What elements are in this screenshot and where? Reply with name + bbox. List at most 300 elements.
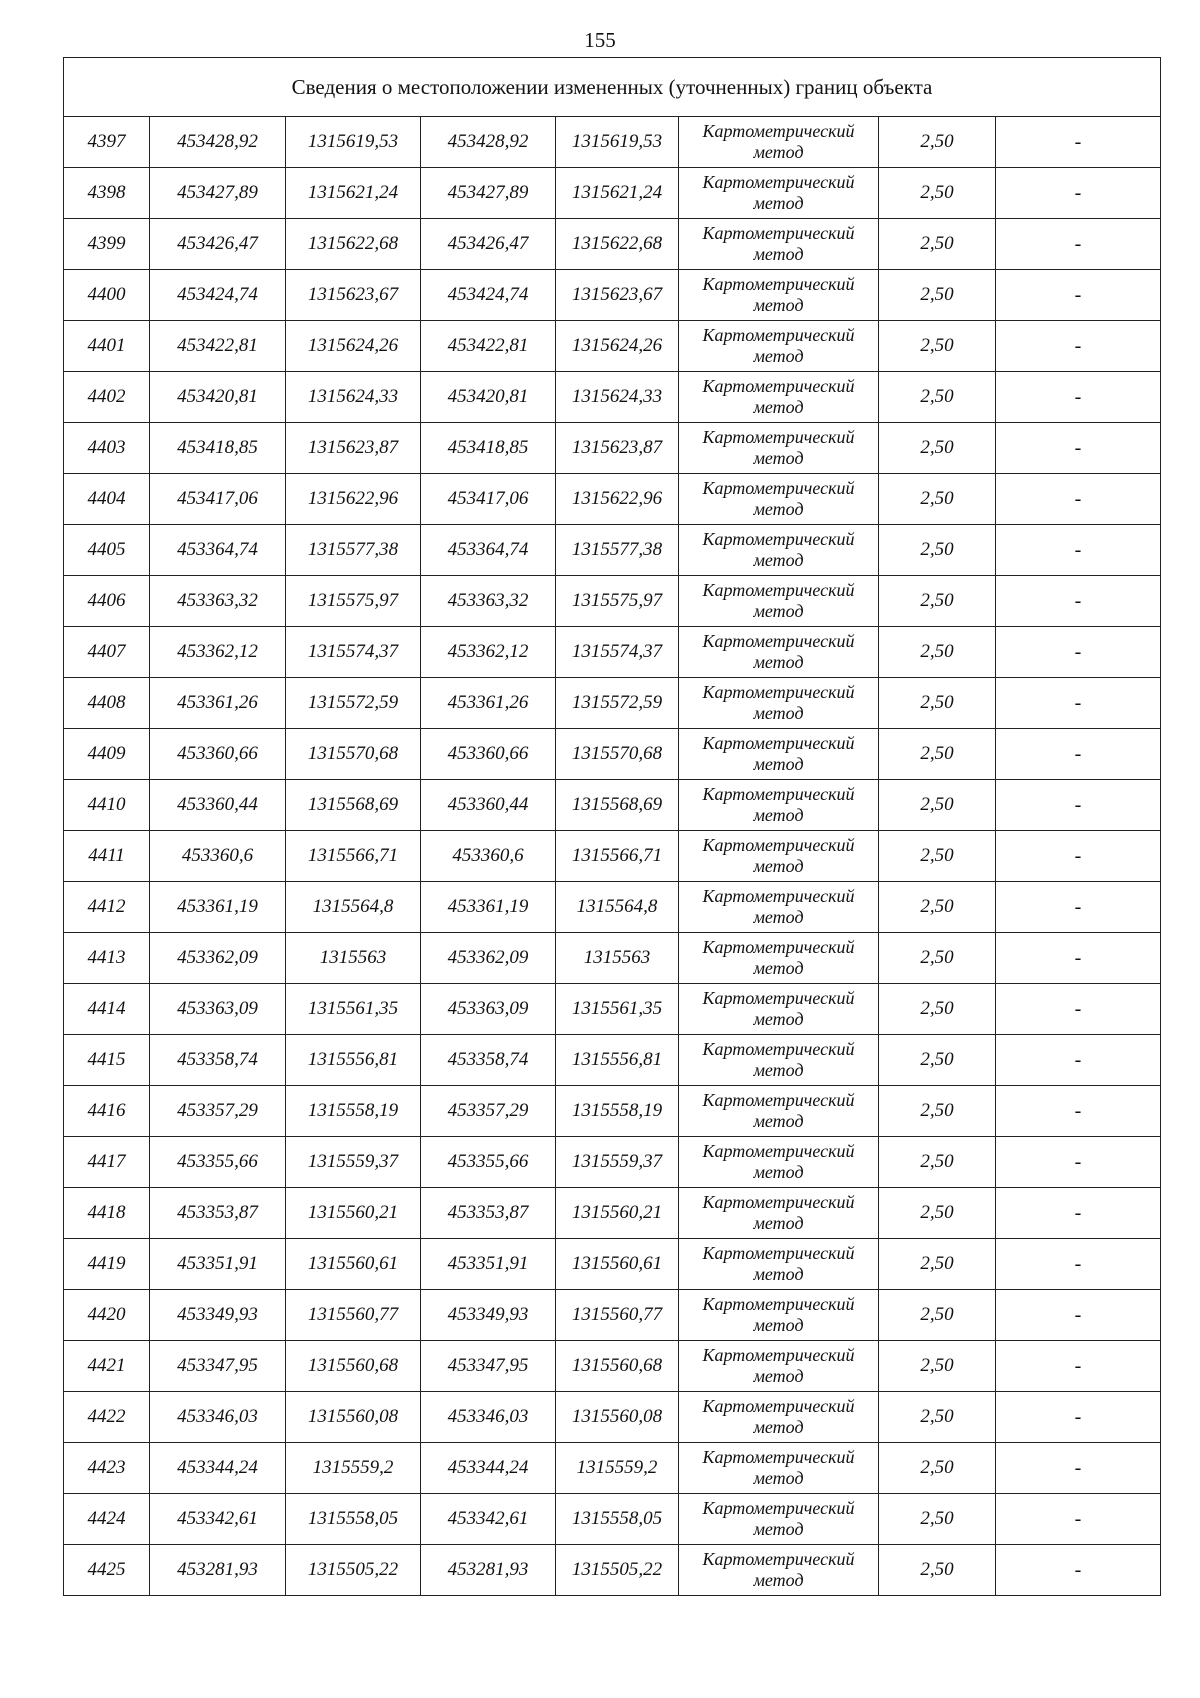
table-row: [64, 1443, 1161, 1494]
table-row: [64, 117, 1161, 168]
method-cell: [679, 372, 879, 423]
y-old-cell: 1315570,68: [286, 729, 421, 780]
x-old-cell: 453362,12: [150, 627, 286, 678]
method-line-2: метод: [753, 1111, 804, 1131]
table-row: [64, 1137, 1161, 1188]
note-cell: -: [996, 1035, 1161, 1086]
note-cell: -: [996, 678, 1161, 729]
y-old-cell: 1315568,69: [286, 780, 421, 831]
table-row: [64, 270, 1161, 321]
method-cell: [679, 270, 879, 321]
x-old-cell: 453428,92: [150, 117, 286, 168]
method-line-1: Картометрический: [702, 274, 855, 294]
note-cell: -: [996, 1341, 1161, 1392]
y-new-cell: 1315560,77: [556, 1290, 679, 1341]
method-line-1: Картометрический: [702, 172, 855, 192]
y-new-cell: 1315568,69: [556, 780, 679, 831]
y-new-cell: 1315558,05: [556, 1494, 679, 1545]
x-new-cell: 453360,6: [421, 831, 556, 882]
x-new-cell: 453357,29: [421, 1086, 556, 1137]
table-row: [64, 1494, 1161, 1545]
y-new-cell: 1315559,2: [556, 1443, 679, 1494]
method-line-2: метод: [753, 397, 804, 417]
x-new-cell: 453363,32: [421, 576, 556, 627]
method-line-1: Картометрический: [702, 835, 855, 855]
accuracy-cell: 2,50: [879, 168, 996, 219]
accuracy-cell: 2,50: [879, 474, 996, 525]
note-cell: -: [996, 423, 1161, 474]
method-line-1: Картометрический: [702, 1243, 855, 1263]
method-line-1: Картометрический: [702, 784, 855, 804]
method-cell: [679, 1494, 879, 1545]
table-row: [64, 1341, 1161, 1392]
accuracy-cell: 2,50: [879, 627, 996, 678]
accuracy-cell: 2,50: [879, 372, 996, 423]
point-number-cell: 4412: [64, 882, 150, 933]
y-old-cell: 1315560,68: [286, 1341, 421, 1392]
table-row: [64, 168, 1161, 219]
y-new-cell: 1315560,61: [556, 1239, 679, 1290]
x-old-cell: 453418,85: [150, 423, 286, 474]
point-number-cell: 4408: [64, 678, 150, 729]
y-new-cell: 1315563: [556, 933, 679, 984]
method-line-1: Картометрический: [702, 580, 855, 600]
x-old-cell: 453357,29: [150, 1086, 286, 1137]
note-cell: -: [996, 1086, 1161, 1137]
y-old-cell: 1315621,24: [286, 168, 421, 219]
accuracy-cell: 2,50: [879, 678, 996, 729]
method-cell: [679, 729, 879, 780]
y-old-cell: 1315559,37: [286, 1137, 421, 1188]
method-cell: [679, 1392, 879, 1443]
accuracy-cell: 2,50: [879, 1392, 996, 1443]
method-cell: [679, 780, 879, 831]
x-old-cell: 453358,74: [150, 1035, 286, 1086]
x-new-cell: 453346,03: [421, 1392, 556, 1443]
method-cell: [679, 1035, 879, 1086]
method-line-1: Картометрический: [702, 1396, 855, 1416]
page-number: 155: [584, 28, 616, 52]
x-new-cell: 453417,06: [421, 474, 556, 525]
method-line-2: метод: [753, 244, 804, 264]
note-cell: -: [996, 1494, 1161, 1545]
point-number-cell: 4399: [64, 219, 150, 270]
note-cell: -: [996, 321, 1161, 372]
x-new-cell: 453428,92: [421, 117, 556, 168]
accuracy-cell: 2,50: [879, 219, 996, 270]
x-new-cell: 453426,47: [421, 219, 556, 270]
x-old-cell: 453281,93: [150, 1545, 286, 1596]
accuracy-cell: 2,50: [879, 882, 996, 933]
x-new-cell: 453427,89: [421, 168, 556, 219]
point-number-cell: 4410: [64, 780, 150, 831]
table-row: [64, 1545, 1161, 1596]
x-old-cell: 453361,19: [150, 882, 286, 933]
method-line-2: метод: [753, 550, 804, 570]
y-new-cell: 1315622,96: [556, 474, 679, 525]
method-line-1: Картометрический: [702, 988, 855, 1008]
method-cell: [679, 1341, 879, 1392]
method-line-1: Картометрический: [702, 376, 855, 396]
y-old-cell: 1315624,26: [286, 321, 421, 372]
y-old-cell: 1315624,33: [286, 372, 421, 423]
accuracy-cell: 2,50: [879, 321, 996, 372]
y-new-cell: 1315575,97: [556, 576, 679, 627]
y-old-cell: 1315564,8: [286, 882, 421, 933]
method-cell: [679, 1239, 879, 1290]
table-row: [64, 321, 1161, 372]
method-line-1: Картометрический: [702, 1090, 855, 1110]
method-line-2: метод: [753, 193, 804, 213]
method-line-1: Картометрический: [702, 682, 855, 702]
note-cell: -: [996, 627, 1161, 678]
method-line-2: метод: [753, 1417, 804, 1437]
point-number-cell: 4418: [64, 1188, 150, 1239]
table-row: [64, 933, 1161, 984]
y-old-cell: 1315622,96: [286, 474, 421, 525]
table-row: [64, 882, 1161, 933]
method-line-2: метод: [753, 1366, 804, 1386]
table-row: [64, 984, 1161, 1035]
y-new-cell: 1315619,53: [556, 117, 679, 168]
note-cell: -: [996, 1392, 1161, 1443]
accuracy-cell: 2,50: [879, 1239, 996, 1290]
point-number-cell: 4402: [64, 372, 150, 423]
method-line-1: Картометрический: [702, 427, 855, 447]
x-old-cell: 453364,74: [150, 525, 286, 576]
x-new-cell: 453349,93: [421, 1290, 556, 1341]
point-number-cell: 4401: [64, 321, 150, 372]
method-line-2: метод: [753, 601, 804, 621]
x-new-cell: 453420,81: [421, 372, 556, 423]
method-line-1: Картометрический: [702, 1447, 855, 1467]
y-old-cell: 1315560,61: [286, 1239, 421, 1290]
method-line-1: Картометрический: [702, 937, 855, 957]
note-cell: -: [996, 117, 1161, 168]
method-line-1: Картометрический: [702, 1039, 855, 1059]
note-cell: -: [996, 1188, 1161, 1239]
method-cell: [679, 168, 879, 219]
x-new-cell: 453362,09: [421, 933, 556, 984]
method-line-2: метод: [753, 805, 804, 825]
accuracy-cell: 2,50: [879, 1443, 996, 1494]
method-cell: [679, 1137, 879, 1188]
point-number-cell: 4406: [64, 576, 150, 627]
y-old-cell: 1315623,87: [286, 423, 421, 474]
x-old-cell: 453420,81: [150, 372, 286, 423]
note-cell: -: [996, 933, 1161, 984]
method-line-1: Картометрический: [702, 733, 855, 753]
y-new-cell: 1315577,38: [556, 525, 679, 576]
method-line-1: Картометрический: [702, 121, 855, 141]
point-number-cell: 4417: [64, 1137, 150, 1188]
x-old-cell: 453353,87: [150, 1188, 286, 1239]
method-line-2: метод: [753, 754, 804, 774]
method-line-1: Картометрический: [702, 1141, 855, 1161]
x-new-cell: 453342,61: [421, 1494, 556, 1545]
point-number-cell: 4422: [64, 1392, 150, 1443]
table-title-row: [64, 58, 1161, 117]
accuracy-cell: 2,50: [879, 270, 996, 321]
method-cell: [679, 117, 879, 168]
accuracy-cell: 2,50: [879, 1086, 996, 1137]
note-cell: -: [996, 372, 1161, 423]
x-new-cell: 453424,74: [421, 270, 556, 321]
y-new-cell: 1315624,33: [556, 372, 679, 423]
x-new-cell: 453358,74: [421, 1035, 556, 1086]
table-row: [64, 729, 1161, 780]
point-number-cell: 4421: [64, 1341, 150, 1392]
y-old-cell: 1315559,2: [286, 1443, 421, 1494]
y-old-cell: 1315574,37: [286, 627, 421, 678]
y-new-cell: 1315574,37: [556, 627, 679, 678]
y-new-cell: 1315572,59: [556, 678, 679, 729]
x-new-cell: 453360,44: [421, 780, 556, 831]
accuracy-cell: 2,50: [879, 933, 996, 984]
point-number-cell: 4404: [64, 474, 150, 525]
x-old-cell: 453355,66: [150, 1137, 286, 1188]
table-title: Сведения о местоположении измененных (уточненных) границ объекта: [64, 58, 1161, 117]
point-number-cell: 4397: [64, 117, 150, 168]
x-new-cell: 453362,12: [421, 627, 556, 678]
note-cell: -: [996, 168, 1161, 219]
point-number-cell: 4398: [64, 168, 150, 219]
y-new-cell: 1315622,68: [556, 219, 679, 270]
method-cell: [679, 321, 879, 372]
point-number-cell: 4405: [64, 525, 150, 576]
table-row: [64, 423, 1161, 474]
table-row: [64, 372, 1161, 423]
note-cell: -: [996, 1239, 1161, 1290]
note-cell: -: [996, 1545, 1161, 1596]
y-old-cell: 1315560,08: [286, 1392, 421, 1443]
x-new-cell: 453360,66: [421, 729, 556, 780]
note-cell: -: [996, 984, 1161, 1035]
x-old-cell: 453424,74: [150, 270, 286, 321]
accuracy-cell: 2,50: [879, 1290, 996, 1341]
table-row: [64, 1188, 1161, 1239]
accuracy-cell: 2,50: [879, 1188, 996, 1239]
method-line-1: Картометрический: [702, 1192, 855, 1212]
note-cell: -: [996, 270, 1161, 321]
note-cell: -: [996, 1290, 1161, 1341]
x-new-cell: 453361,19: [421, 882, 556, 933]
method-line-2: метод: [753, 1060, 804, 1080]
accuracy-cell: 2,50: [879, 1137, 996, 1188]
method-line-2: метод: [753, 1162, 804, 1182]
y-old-cell: 1315577,38: [286, 525, 421, 576]
table-row: [64, 780, 1161, 831]
method-cell: [679, 474, 879, 525]
method-line-1: Картометрический: [702, 325, 855, 345]
accuracy-cell: 2,50: [879, 831, 996, 882]
accuracy-cell: 2,50: [879, 1341, 996, 1392]
point-number-cell: 4420: [64, 1290, 150, 1341]
method-cell: [679, 1545, 879, 1596]
note-cell: -: [996, 219, 1161, 270]
y-old-cell: 1315556,81: [286, 1035, 421, 1086]
method-line-2: метод: [753, 1009, 804, 1029]
point-number-cell: 4424: [64, 1494, 150, 1545]
point-number-cell: 4411: [64, 831, 150, 882]
table-row: [64, 627, 1161, 678]
method-cell: [679, 525, 879, 576]
y-old-cell: 1315622,68: [286, 219, 421, 270]
method-line-1: Картометрический: [702, 1345, 855, 1365]
method-line-2: метод: [753, 1264, 804, 1284]
method-cell: [679, 984, 879, 1035]
table-row: [64, 576, 1161, 627]
method-cell: [679, 882, 879, 933]
y-new-cell: 1315621,24: [556, 168, 679, 219]
y-new-cell: 1315623,67: [556, 270, 679, 321]
method-line-2: метод: [753, 1570, 804, 1590]
point-number-cell: 4423: [64, 1443, 150, 1494]
x-old-cell: 453363,32: [150, 576, 286, 627]
table-row: [64, 474, 1161, 525]
method-line-1: Картометрический: [702, 886, 855, 906]
x-new-cell: 453347,95: [421, 1341, 556, 1392]
method-cell: [679, 933, 879, 984]
method-line-1: Картометрический: [702, 1549, 855, 1569]
point-number-cell: 4425: [64, 1545, 150, 1596]
method-line-2: метод: [753, 652, 804, 672]
y-old-cell: 1315572,59: [286, 678, 421, 729]
y-old-cell: 1315560,77: [286, 1290, 421, 1341]
y-new-cell: 1315566,71: [556, 831, 679, 882]
note-cell: -: [996, 525, 1161, 576]
table-row: [64, 1086, 1161, 1137]
note-cell: -: [996, 474, 1161, 525]
accuracy-cell: 2,50: [879, 576, 996, 627]
method-line-1: Картометрический: [702, 529, 855, 549]
accuracy-cell: 2,50: [879, 780, 996, 831]
y-new-cell: 1315564,8: [556, 882, 679, 933]
x-old-cell: 453427,89: [150, 168, 286, 219]
point-number-cell: 4407: [64, 627, 150, 678]
accuracy-cell: 2,50: [879, 729, 996, 780]
method-cell: [679, 1290, 879, 1341]
method-line-2: метод: [753, 346, 804, 366]
method-cell: [679, 219, 879, 270]
point-number-cell: 4416: [64, 1086, 150, 1137]
point-number-cell: 4419: [64, 1239, 150, 1290]
y-new-cell: 1315560,68: [556, 1341, 679, 1392]
y-new-cell: 1315560,08: [556, 1392, 679, 1443]
x-new-cell: 453351,91: [421, 1239, 556, 1290]
x-new-cell: 453364,74: [421, 525, 556, 576]
note-cell: -: [996, 1443, 1161, 1494]
table-row: [64, 678, 1161, 729]
x-old-cell: 453417,06: [150, 474, 286, 525]
accuracy-cell: 2,50: [879, 984, 996, 1035]
point-number-cell: 4400: [64, 270, 150, 321]
y-new-cell: 1315561,35: [556, 984, 679, 1035]
x-old-cell: 453347,95: [150, 1341, 286, 1392]
x-old-cell: 453351,91: [150, 1239, 286, 1290]
method-line-2: метод: [753, 1519, 804, 1539]
y-old-cell: 1315558,19: [286, 1086, 421, 1137]
coordinates-table: [63, 57, 1161, 1596]
y-old-cell: 1315561,35: [286, 984, 421, 1035]
method-line-2: метод: [753, 1213, 804, 1233]
table-row: [64, 1239, 1161, 1290]
x-new-cell: 453281,93: [421, 1545, 556, 1596]
note-cell: -: [996, 729, 1161, 780]
accuracy-cell: 2,50: [879, 1035, 996, 1086]
method-line-2: метод: [753, 448, 804, 468]
method-cell: [679, 831, 879, 882]
point-number-cell: 4409: [64, 729, 150, 780]
note-cell: -: [996, 780, 1161, 831]
table-row: [64, 525, 1161, 576]
accuracy-cell: 2,50: [879, 1494, 996, 1545]
table-row: [64, 1290, 1161, 1341]
y-new-cell: 1315624,26: [556, 321, 679, 372]
y-old-cell: 1315563: [286, 933, 421, 984]
accuracy-cell: 2,50: [879, 423, 996, 474]
x-new-cell: 453361,26: [421, 678, 556, 729]
y-new-cell: 1315558,19: [556, 1086, 679, 1137]
x-old-cell: 453363,09: [150, 984, 286, 1035]
point-number-cell: 4415: [64, 1035, 150, 1086]
method-line-1: Картометрический: [702, 223, 855, 243]
method-cell: [679, 1086, 879, 1137]
y-new-cell: 1315570,68: [556, 729, 679, 780]
table-row: [64, 1392, 1161, 1443]
method-line-2: метод: [753, 142, 804, 162]
x-new-cell: 453344,24: [421, 1443, 556, 1494]
method-line-2: метод: [753, 856, 804, 876]
method-line-2: метод: [753, 958, 804, 978]
method-line-1: Картометрический: [702, 631, 855, 651]
method-cell: [679, 423, 879, 474]
x-old-cell: 453422,81: [150, 321, 286, 372]
x-new-cell: 453418,85: [421, 423, 556, 474]
method-line-1: Картометрический: [702, 1498, 855, 1518]
point-number-cell: 4414: [64, 984, 150, 1035]
method-cell: [679, 627, 879, 678]
accuracy-cell: 2,50: [879, 1545, 996, 1596]
method-line-1: Картометрический: [702, 1294, 855, 1314]
y-new-cell: 1315623,87: [556, 423, 679, 474]
method-cell: [679, 678, 879, 729]
note-cell: -: [996, 882, 1161, 933]
method-line-2: метод: [753, 703, 804, 723]
x-old-cell: 453426,47: [150, 219, 286, 270]
y-new-cell: 1315556,81: [556, 1035, 679, 1086]
y-new-cell: 1315505,22: [556, 1545, 679, 1596]
y-old-cell: 1315619,53: [286, 117, 421, 168]
method-line-2: метод: [753, 499, 804, 519]
x-old-cell: 453360,66: [150, 729, 286, 780]
y-old-cell: 1315623,67: [286, 270, 421, 321]
x-old-cell: 453360,6: [150, 831, 286, 882]
table-row: [64, 1035, 1161, 1086]
y-old-cell: 1315558,05: [286, 1494, 421, 1545]
table-row: [64, 831, 1161, 882]
x-new-cell: 453422,81: [421, 321, 556, 372]
x-old-cell: 453346,03: [150, 1392, 286, 1443]
y-old-cell: 1315505,22: [286, 1545, 421, 1596]
method-line-2: метод: [753, 295, 804, 315]
x-old-cell: 453360,44: [150, 780, 286, 831]
note-cell: -: [996, 831, 1161, 882]
x-old-cell: 453344,24: [150, 1443, 286, 1494]
x-new-cell: 453363,09: [421, 984, 556, 1035]
note-cell: -: [996, 1137, 1161, 1188]
method-cell: [679, 1188, 879, 1239]
